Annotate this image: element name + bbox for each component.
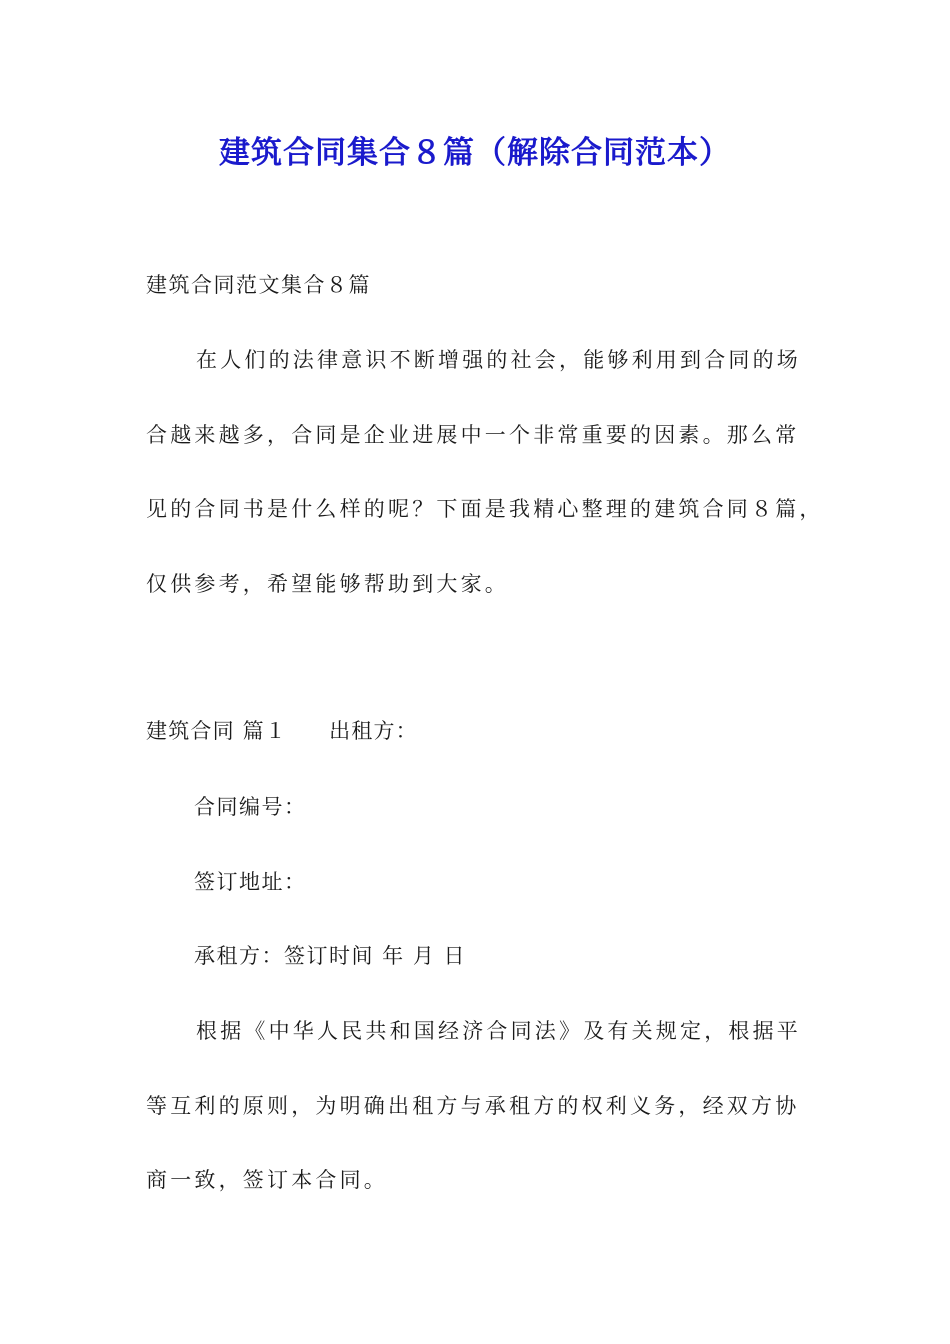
intro-line-1: 在人们的法律意识不断增强的社会，能够利用到合同的场 xyxy=(196,348,801,372)
lessor-label: 出租方： xyxy=(329,719,418,743)
signing-address-field: 签订地址： xyxy=(194,870,307,894)
section-heading: 建筑合同 篇１ xyxy=(146,719,288,743)
body-line-2: 等互利的原则，为明确出租方与承租方的权利义务，经双方协 xyxy=(146,1094,800,1118)
section-heading-row xyxy=(146,716,418,746)
body-line-1: 根据《中华人民共和国经济合同法》及有关规定，根据平 xyxy=(196,1019,801,1043)
intro-line-3: 见的合同书是什么样的呢？下面是我精心整理的建筑合同８篇， xyxy=(146,497,824,521)
lessee-time-field: 承租方：签订时间 年 月 日 xyxy=(194,944,467,968)
body-line-3: 商一致，签订本合同。 xyxy=(146,1168,388,1192)
document-title: 建筑合同集合８篇（解除合同范本） xyxy=(219,135,731,171)
intro-line-2: 合越来越多，合同是企业进展中一个非常重要的因素。那么常 xyxy=(146,423,800,447)
intro-line-4: 仅供参考，希望能够帮助到大家。 xyxy=(146,572,509,596)
document-subtitle: 建筑合同范文集合８篇 xyxy=(146,273,371,297)
contract-number-field: 合同编号： xyxy=(194,795,307,819)
